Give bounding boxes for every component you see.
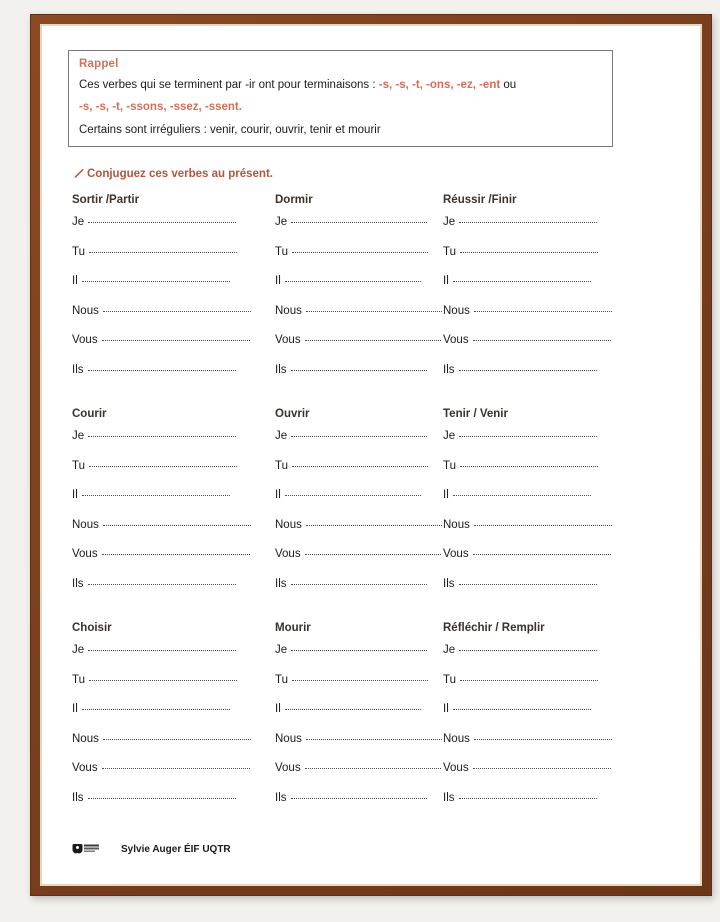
- pronoun-label: Je: [72, 430, 85, 443]
- pronoun-label: Nous: [443, 518, 470, 531]
- pronoun-label: Il: [72, 703, 78, 716]
- answer-blank[interactable]: [459, 435, 597, 437]
- verb-title: Dormir: [275, 194, 313, 207]
- pronoun-label: Je: [443, 644, 456, 657]
- answer-blank[interactable]: [291, 583, 427, 585]
- verb-column: [275, 194, 443, 393]
- verb-grid: [68, 194, 674, 821]
- pronoun-label: Vous: [443, 334, 469, 347]
- answer-blank[interactable]: [89, 251, 237, 253]
- answer-blank[interactable]: [474, 310, 612, 312]
- conjugation-line: [275, 489, 443, 519]
- answer-blank[interactable]: [82, 494, 230, 496]
- pronoun-label: Il: [72, 489, 78, 502]
- pronoun-label: Nous: [72, 304, 99, 317]
- answer-blank[interactable]: [292, 251, 428, 253]
- answer-blank[interactable]: [306, 310, 442, 312]
- verb-block: [68, 408, 674, 607]
- pronoun-label: Je: [275, 644, 288, 657]
- answer-blank[interactable]: [88, 221, 236, 223]
- answer-blank[interactable]: [285, 708, 421, 710]
- rappel-line-1-suffix: ou: [500, 79, 517, 91]
- answer-blank[interactable]: [473, 553, 611, 555]
- answer-blank[interactable]: [88, 369, 236, 371]
- answer-blank[interactable]: [305, 767, 441, 769]
- conjugation-line: [72, 644, 275, 674]
- rappel-line-1-prefix: Ces verbes qui se terminent par -ir ont pour terminaisons :: [79, 79, 379, 91]
- conjugation-line: [72, 733, 275, 763]
- pronoun-label: Ils: [443, 577, 455, 590]
- answer-blank[interactable]: [460, 465, 598, 467]
- worksheet-page: [44, 28, 698, 882]
- pronoun-label: Vous: [72, 548, 98, 561]
- conjugation-line: [443, 703, 623, 733]
- answer-blank[interactable]: [473, 767, 611, 769]
- pronoun-label: Ils: [72, 363, 84, 376]
- pronoun-label: Ils: [72, 577, 84, 590]
- pronoun-label: Tu: [72, 459, 85, 472]
- conjugation-line: [275, 548, 443, 578]
- pronoun-label: Tu: [443, 459, 456, 472]
- verb-title: Tenir / Venir: [443, 408, 508, 421]
- pronoun-label: Ils: [275, 363, 287, 376]
- conjugation-line: [72, 275, 275, 305]
- answer-blank[interactable]: [291, 649, 427, 651]
- answer-blank[interactable]: [89, 465, 237, 467]
- pronoun-label: Je: [72, 644, 85, 657]
- pencil-icon: [72, 167, 85, 180]
- rappel-box: [68, 50, 613, 147]
- conjugation-line: [72, 305, 275, 335]
- answer-blank[interactable]: [292, 679, 428, 681]
- pronoun-label: Tu: [443, 245, 456, 258]
- conjugation-line: [443, 216, 623, 246]
- pronoun-label: Vous: [275, 762, 301, 775]
- conjugation-line: [72, 762, 275, 792]
- answer-blank[interactable]: [102, 767, 250, 769]
- conjugation-line: [275, 246, 443, 276]
- pronoun-label: Ils: [275, 791, 287, 804]
- answer-blank[interactable]: [453, 494, 591, 496]
- verb-title: Choisir: [72, 622, 112, 635]
- conjugation-line: [72, 578, 275, 608]
- conjugation-line: [275, 216, 443, 246]
- worksheet-content: [44, 28, 698, 882]
- conjugation-line: [443, 519, 623, 549]
- verb-title: Réussir /Finir: [443, 194, 517, 207]
- pronoun-label: Vous: [275, 334, 301, 347]
- answer-blank[interactable]: [285, 494, 421, 496]
- answer-blank[interactable]: [291, 797, 427, 799]
- answer-blank[interactable]: [459, 221, 597, 223]
- answer-blank[interactable]: [291, 221, 427, 223]
- verb-column: [443, 622, 623, 821]
- conjugation-line: [443, 674, 623, 704]
- conjugation-line: [275, 762, 443, 792]
- pronoun-label: Nous: [443, 732, 470, 745]
- answer-blank[interactable]: [102, 553, 250, 555]
- answer-blank[interactable]: [306, 524, 442, 526]
- conjugation-line: [72, 703, 275, 733]
- conjugation-line: [275, 644, 443, 674]
- answer-blank[interactable]: [292, 465, 428, 467]
- verb-title: Réfléchir / Remplir: [443, 622, 545, 635]
- conjugation-line: [72, 548, 275, 578]
- pronoun-label: Ils: [443, 363, 455, 376]
- conjugation-line: [72, 364, 275, 394]
- conjugation-line: [275, 275, 443, 305]
- verb-block: [68, 194, 674, 393]
- answer-blank[interactable]: [305, 339, 441, 341]
- answer-blank[interactable]: [82, 280, 230, 282]
- pronoun-label: Ils: [275, 577, 287, 590]
- pronoun-label: Il: [443, 703, 449, 716]
- conjugation-line: [443, 275, 623, 305]
- rappel-line-1-endings: -s, -s, -t, -ons, -ez, -ent: [378, 79, 501, 91]
- verb-column: [68, 408, 275, 607]
- pronoun-label: Tu: [72, 245, 85, 258]
- answer-blank[interactable]: [291, 435, 427, 437]
- answer-blank[interactable]: [82, 708, 230, 710]
- answer-blank[interactable]: [459, 583, 597, 585]
- pronoun-label: Nous: [275, 732, 302, 745]
- verb-title: Courir: [72, 408, 107, 421]
- pronoun-label: Vous: [443, 762, 469, 775]
- pronoun-label: Je: [275, 430, 288, 443]
- answer-blank[interactable]: [459, 797, 597, 799]
- answer-blank[interactable]: [103, 310, 251, 312]
- conjugation-line: [443, 762, 623, 792]
- conjugation-line: [275, 703, 443, 733]
- verb-title: Sortir /Partir: [72, 194, 140, 207]
- verb-column: [275, 408, 443, 607]
- conjugation-line: [275, 733, 443, 763]
- rappel-line-2: [79, 100, 602, 114]
- verb-column: [275, 622, 443, 821]
- pronoun-label: Nous: [72, 518, 99, 531]
- pronoun-label: Je: [443, 430, 456, 443]
- answer-blank[interactable]: [460, 251, 598, 253]
- pronoun-label: Tu: [72, 673, 85, 686]
- verb-column: [68, 194, 275, 393]
- conjugation-line: [275, 430, 443, 460]
- conjugation-line: [275, 364, 443, 394]
- answer-blank[interactable]: [459, 649, 597, 651]
- rappel-line-1: [79, 78, 602, 92]
- pronoun-label: Tu: [275, 459, 288, 472]
- rappel-line-2-endings: -s, -s, -t, -ssons, -ssez, -ssent.: [79, 101, 242, 114]
- pronoun-label: Vous: [275, 548, 301, 561]
- verb-block: [68, 622, 674, 821]
- pronoun-label: Tu: [275, 245, 288, 258]
- verb-column: [68, 622, 275, 821]
- pronoun-label: Il: [72, 275, 78, 288]
- frame-inner-bevel: [40, 24, 702, 886]
- pronoun-label: Il: [275, 703, 281, 716]
- uqtr-crest-logo: [72, 842, 116, 856]
- conjugation-line: [443, 430, 623, 460]
- conjugation-line: [443, 460, 623, 490]
- answer-blank[interactable]: [103, 524, 251, 526]
- conjugation-line: [443, 548, 623, 578]
- conjugation-line: [275, 674, 443, 704]
- pronoun-label: Il: [443, 275, 449, 288]
- answer-blank[interactable]: [460, 679, 598, 681]
- conjugation-line: [443, 305, 623, 335]
- picture-frame: [30, 14, 712, 896]
- answer-blank[interactable]: [102, 339, 250, 341]
- conjugation-line: [275, 305, 443, 335]
- pronoun-label: Vous: [443, 548, 469, 561]
- answer-blank[interactable]: [285, 280, 421, 282]
- answer-blank[interactable]: [88, 797, 236, 799]
- conjugation-line: [443, 334, 623, 364]
- pronoun-label: Je: [443, 216, 456, 229]
- pronoun-label: Ils: [443, 791, 455, 804]
- answer-blank[interactable]: [89, 679, 237, 681]
- conjugation-line: [443, 489, 623, 519]
- verb-column: [443, 194, 623, 393]
- answer-blank[interactable]: [459, 369, 597, 371]
- answer-blank[interactable]: [88, 583, 236, 585]
- pronoun-label: Nous: [443, 304, 470, 317]
- answer-blank[interactable]: [306, 738, 442, 740]
- conjugation-line: [72, 334, 275, 364]
- pronoun-label: Ils: [72, 791, 84, 804]
- pronoun-label: Il: [443, 489, 449, 502]
- verb-title: Mourir: [275, 622, 311, 635]
- conjugation-line: [275, 334, 443, 364]
- verb-column: [443, 408, 623, 607]
- conjugation-line: [443, 578, 623, 608]
- conjugation-line: [443, 364, 623, 394]
- verb-title: Ouvrir: [275, 408, 310, 421]
- pronoun-label: Tu: [443, 673, 456, 686]
- instruction-row: [72, 167, 674, 180]
- conjugation-line: [443, 733, 623, 763]
- answer-blank[interactable]: [453, 280, 591, 282]
- footer-text: Sylvie Auger ÉIF UQTR: [121, 843, 231, 855]
- rappel-title: Rappel: [79, 58, 119, 70]
- pronoun-label: Il: [275, 275, 281, 288]
- conjugation-line: [275, 519, 443, 549]
- pronoun-label: Nous: [275, 304, 302, 317]
- conjugation-line: [72, 246, 275, 276]
- answer-blank[interactable]: [291, 369, 427, 371]
- conjugation-line: [443, 792, 623, 822]
- answer-blank[interactable]: [305, 553, 441, 555]
- pronoun-label: Nous: [275, 518, 302, 531]
- conjugation-line: [275, 578, 443, 608]
- conjugation-line: [275, 460, 443, 490]
- pronoun-label: Tu: [275, 673, 288, 686]
- pronoun-label: Il: [275, 489, 281, 502]
- answer-blank[interactable]: [103, 738, 251, 740]
- conjugation-line: [443, 246, 623, 276]
- conjugation-line: [443, 644, 623, 674]
- answer-blank[interactable]: [88, 435, 236, 437]
- pronoun-label: Je: [275, 216, 288, 229]
- answer-blank[interactable]: [88, 649, 236, 651]
- conjugation-line: [72, 519, 275, 549]
- answer-blank[interactable]: [474, 524, 612, 526]
- answer-blank[interactable]: [473, 339, 611, 341]
- footer-signature: [72, 842, 231, 856]
- pronoun-label: Vous: [72, 334, 98, 347]
- answer-blank[interactable]: [453, 708, 591, 710]
- conjugation-line: [72, 489, 275, 519]
- conjugation-line: [72, 216, 275, 246]
- conjugation-line: [275, 792, 443, 822]
- pronoun-label: Nous: [72, 732, 99, 745]
- instruction-text: Conjuguez ces verbes au présent.: [87, 167, 273, 180]
- conjugation-line: [72, 792, 275, 822]
- conjugation-line: [72, 674, 275, 704]
- pronoun-label: Je: [72, 216, 85, 229]
- answer-blank[interactable]: [474, 738, 612, 740]
- pronoun-label: Vous: [72, 762, 98, 775]
- conjugation-line: [72, 430, 275, 460]
- conjugation-line: [72, 460, 275, 490]
- rappel-line-3: Certains sont irréguliers : venir, courir, ouvrir, tenir et mourir: [79, 123, 381, 136]
